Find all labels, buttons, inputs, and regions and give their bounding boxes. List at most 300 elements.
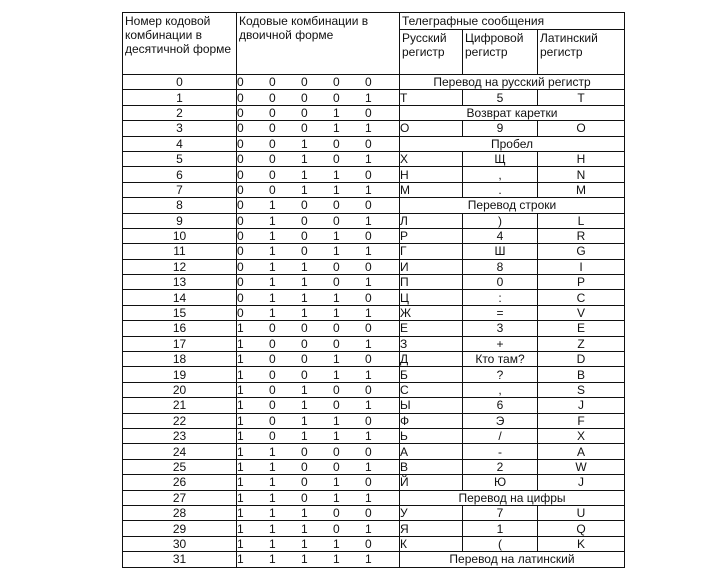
russian-cell: Р — [400, 228, 463, 243]
table-row — [123, 428, 625, 443]
bit-value: 0 — [269, 336, 276, 351]
table-row — [123, 198, 625, 213]
latin-cell: K — [538, 536, 625, 551]
bit-value: 1 — [365, 552, 372, 567]
bit-value: 0 — [365, 321, 372, 336]
decimal-cell: 11 — [123, 244, 237, 259]
bit-value: 1 — [301, 413, 308, 428]
bit-value: 0 — [237, 167, 244, 182]
russian-cell: Ь — [400, 428, 463, 443]
latin-cell: B — [538, 367, 625, 382]
decimal-cell: 28 — [123, 505, 237, 520]
digital-cell: 2 — [463, 459, 538, 474]
table-row — [123, 259, 625, 274]
bit-value: 0 — [365, 383, 372, 397]
bit-value: 0 — [269, 182, 276, 197]
bit-value: 1 — [301, 552, 308, 567]
bit-value: 1 — [301, 536, 308, 551]
latin-cell: G — [538, 244, 625, 259]
bit-value: 0 — [237, 259, 244, 274]
table-row — [123, 75, 625, 90]
binary-cell — [237, 167, 400, 182]
table-row — [123, 444, 625, 459]
bit-value: 0 — [333, 152, 340, 167]
bit-value: 0 — [301, 367, 308, 382]
russian-cell: У — [400, 505, 463, 520]
bit-value: 0 — [237, 244, 244, 259]
digital-cell: Ш — [463, 244, 538, 259]
bit-value: 0 — [365, 444, 372, 459]
bit-value: 0 — [237, 213, 244, 228]
latin-cell: X — [538, 428, 625, 443]
bit-value: 1 — [365, 182, 372, 197]
bit-value: 1 — [301, 506, 308, 521]
binary-cell — [237, 505, 400, 520]
bit-value: 1 — [269, 306, 276, 321]
code-table — [122, 12, 625, 568]
russian-cell: Я — [400, 521, 463, 536]
table-row — [123, 121, 625, 136]
latin-cell: O — [538, 121, 625, 136]
bit-value: 1 — [365, 336, 372, 351]
digital-cell: / — [463, 428, 538, 443]
bit-value: 0 — [237, 229, 244, 244]
bit-value: 0 — [301, 321, 308, 336]
bit-value: 0 — [237, 152, 244, 167]
russian-cell: Е — [400, 321, 463, 336]
table-row — [123, 228, 625, 243]
bit-value: 1 — [237, 383, 244, 397]
binary-cell — [237, 352, 400, 367]
digital-cell: 6 — [463, 398, 538, 413]
control-function-cell: Перевод строки — [400, 198, 625, 213]
table-row — [123, 290, 625, 305]
bit-value: 0 — [301, 444, 308, 459]
bit-value: 1 — [301, 167, 308, 182]
binary-cell — [237, 413, 400, 428]
bit-value: 1 — [237, 459, 244, 474]
binary-cell — [237, 444, 400, 459]
bit-value: 1 — [237, 398, 244, 413]
digital-cell: , — [463, 167, 538, 182]
bit-value: 1 — [237, 444, 244, 459]
bit-value: 0 — [333, 321, 340, 336]
table-row — [123, 382, 625, 397]
decimal-cell: 7 — [123, 182, 237, 197]
bit-value: 1 — [237, 352, 244, 367]
bit-value: 0 — [333, 444, 340, 459]
russian-cell: К — [400, 536, 463, 551]
bit-value: 1 — [269, 552, 276, 567]
latin-cell: F — [538, 413, 625, 428]
binary-cell — [237, 367, 400, 382]
bit-value: 1 — [301, 429, 308, 444]
bit-value: 0 — [301, 459, 308, 474]
latin-cell: C — [538, 290, 625, 305]
header-decimal: Номер кодовой комбинации в десятичной форме — [123, 13, 237, 75]
decimal-cell: 22 — [123, 413, 237, 428]
header-digital: Цифровой регистр — [463, 30, 538, 75]
digital-cell: 4 — [463, 228, 538, 243]
bit-value: 1 — [301, 275, 308, 290]
table-body — [123, 75, 625, 568]
bit-value: 1 — [365, 521, 372, 536]
bit-value: 0 — [269, 136, 276, 151]
binary-cell — [237, 121, 400, 136]
bit-value: 1 — [269, 475, 276, 490]
bit-value: 1 — [333, 413, 340, 428]
decimal-cell: 20 — [123, 382, 237, 397]
decimal-cell: 5 — [123, 151, 237, 166]
bit-value: 1 — [365, 367, 372, 382]
digital-cell: Э — [463, 413, 538, 428]
digital-cell: Ю — [463, 475, 538, 490]
latin-cell: M — [538, 182, 625, 197]
decimal-cell: 12 — [123, 259, 237, 274]
bit-value: 0 — [237, 275, 244, 290]
binary-cell — [237, 428, 400, 443]
binary-cell — [237, 182, 400, 197]
latin-cell: A — [538, 444, 625, 459]
decimal-cell: 13 — [123, 275, 237, 290]
bit-value: 0 — [365, 506, 372, 521]
bit-value: 1 — [269, 536, 276, 551]
table-row — [123, 505, 625, 520]
decimal-cell: 9 — [123, 213, 237, 228]
decimal-cell: 3 — [123, 121, 237, 136]
latin-cell: Q — [538, 521, 625, 536]
digital-cell: + — [463, 336, 538, 351]
latin-cell: S — [538, 382, 625, 397]
table-row — [123, 151, 625, 166]
bit-value: 0 — [269, 429, 276, 444]
bit-value: 0 — [269, 321, 276, 336]
russian-cell: Л — [400, 213, 463, 228]
decimal-cell: 4 — [123, 136, 237, 151]
bit-value: 1 — [269, 229, 276, 244]
table-row — [123, 167, 625, 182]
bit-value: 0 — [269, 167, 276, 182]
binary-cell — [237, 151, 400, 166]
bit-value: 1 — [237, 429, 244, 444]
bit-value: 1 — [365, 90, 372, 105]
decimal-cell: 16 — [123, 321, 237, 336]
bit-value: 1 — [333, 352, 340, 367]
decimal-cell: 24 — [123, 444, 237, 459]
table-row — [123, 136, 625, 151]
bit-value: 1 — [365, 275, 372, 290]
decimal-cell: 29 — [123, 521, 237, 536]
binary-cell — [237, 552, 400, 567]
russian-cell: Ы — [400, 398, 463, 413]
bit-value: 0 — [365, 229, 372, 244]
russian-cell: П — [400, 275, 463, 290]
russian-cell: А — [400, 444, 463, 459]
digital-cell: ( — [463, 536, 538, 551]
russian-cell: Г — [400, 244, 463, 259]
table-row — [123, 105, 625, 120]
bit-value: 0 — [333, 136, 340, 151]
table-row — [123, 521, 625, 536]
binary-cell — [237, 321, 400, 336]
russian-cell: Н — [400, 167, 463, 182]
bit-value: 0 — [365, 475, 372, 490]
bit-value: 0 — [365, 259, 372, 274]
bit-value: 0 — [301, 244, 308, 259]
bit-value: 0 — [269, 121, 276, 136]
header-telegraph: Телеграфные сообщения — [400, 13, 625, 30]
binary-cell — [237, 382, 400, 397]
bit-value: 1 — [301, 306, 308, 321]
binary-cell — [237, 398, 400, 413]
decimal-cell: 14 — [123, 290, 237, 305]
binary-cell — [237, 336, 400, 351]
bit-value: 0 — [237, 75, 244, 90]
bit-value: 0 — [301, 105, 308, 120]
bit-value: 1 — [237, 321, 244, 336]
decimal-cell: 31 — [123, 552, 237, 567]
bit-value: 1 — [365, 429, 372, 444]
digital-cell: 8 — [463, 259, 538, 274]
bit-value: 0 — [333, 90, 340, 105]
digital-cell: ? — [463, 367, 538, 382]
table-row — [123, 475, 625, 490]
bit-value: 1 — [269, 275, 276, 290]
latin-cell: Z — [538, 336, 625, 351]
bit-value: 0 — [237, 290, 244, 305]
digital-cell: 1 — [463, 521, 538, 536]
bit-value: 0 — [301, 352, 308, 367]
digital-cell: , — [463, 382, 538, 397]
bit-value: 0 — [333, 336, 340, 351]
control-function-cell: Перевод на цифры — [400, 490, 625, 505]
bit-value: 0 — [269, 75, 276, 90]
table-row — [123, 490, 625, 505]
bit-value: 1 — [333, 182, 340, 197]
bit-value: 1 — [301, 152, 308, 167]
bit-value: 0 — [237, 198, 244, 213]
digital-cell: 7 — [463, 505, 538, 520]
decimal-cell: 0 — [123, 75, 237, 90]
bit-value: 0 — [333, 259, 340, 274]
bit-value: 1 — [237, 521, 244, 536]
bit-value: 1 — [333, 429, 340, 444]
bit-value: 0 — [269, 352, 276, 367]
bit-value: 0 — [365, 352, 372, 367]
bit-value: 1 — [333, 552, 340, 567]
bit-value: 1 — [365, 244, 372, 259]
bit-value: 1 — [269, 290, 276, 305]
bit-value: 0 — [333, 213, 340, 228]
table-row — [123, 275, 625, 290]
bit-value: 0 — [301, 229, 308, 244]
bit-value: 1 — [365, 152, 372, 167]
bit-value: 0 — [365, 167, 372, 182]
bit-value: 1 — [269, 490, 276, 505]
bit-value: 0 — [333, 383, 340, 397]
table-row — [123, 90, 625, 105]
table-row — [123, 321, 625, 336]
table-row — [123, 336, 625, 351]
bit-value: 1 — [365, 121, 372, 136]
bit-value: 1 — [269, 213, 276, 228]
decimal-cell: 2 — [123, 105, 237, 120]
binary-cell — [237, 259, 400, 274]
binary-cell — [237, 213, 400, 228]
digital-cell: ) — [463, 213, 538, 228]
bit-value: 0 — [269, 152, 276, 167]
decimal-cell: 1 — [123, 90, 237, 105]
bit-value: 0 — [301, 198, 308, 213]
bit-value: 1 — [269, 198, 276, 213]
bit-value: 1 — [301, 383, 308, 397]
bit-value: 1 — [333, 244, 340, 259]
decimal-cell: 18 — [123, 352, 237, 367]
digital-cell: 3 — [463, 321, 538, 336]
decimal-cell: 10 — [123, 228, 237, 243]
bit-value: 0 — [269, 413, 276, 428]
bit-value: 0 — [269, 105, 276, 120]
russian-cell: Д — [400, 352, 463, 367]
bit-value: 0 — [365, 198, 372, 213]
bit-value: 0 — [301, 90, 308, 105]
bit-value: 1 — [237, 475, 244, 490]
russian-cell: Т — [400, 90, 463, 105]
table-row — [123, 352, 625, 367]
russian-cell: О — [400, 121, 463, 136]
bit-value: 1 — [365, 213, 372, 228]
bit-value: 0 — [237, 306, 244, 321]
bit-value: 1 — [333, 490, 340, 505]
russian-cell: Ф — [400, 413, 463, 428]
bit-value: 1 — [301, 521, 308, 536]
binary-cell — [237, 459, 400, 474]
latin-cell: T — [538, 90, 625, 105]
binary-cell — [237, 90, 400, 105]
binary-cell — [237, 105, 400, 120]
bit-value: 0 — [301, 121, 308, 136]
binary-cell — [237, 275, 400, 290]
binary-cell — [237, 475, 400, 490]
bit-value: 1 — [237, 336, 244, 351]
latin-cell: I — [538, 259, 625, 274]
bit-value: 0 — [365, 290, 372, 305]
bit-value: 1 — [301, 182, 308, 197]
decimal-cell: 23 — [123, 428, 237, 443]
bit-value: 0 — [365, 536, 372, 551]
bit-value: 1 — [333, 290, 340, 305]
bit-value: 0 — [333, 275, 340, 290]
control-function-cell: Перевод на латинский — [400, 552, 625, 567]
table-row — [123, 244, 625, 259]
table-row — [123, 536, 625, 551]
bit-value: 0 — [333, 459, 340, 474]
binary-cell — [237, 290, 400, 305]
bit-value: 1 — [269, 521, 276, 536]
binary-cell — [237, 244, 400, 259]
bit-value: 1 — [269, 459, 276, 474]
bit-value: 0 — [269, 383, 276, 397]
bit-value: 0 — [365, 75, 372, 90]
latin-cell: R — [538, 228, 625, 243]
control-function-cell: Перевод на русский регистр — [400, 75, 625, 90]
bit-value: 1 — [365, 306, 372, 321]
decimal-cell: 19 — [123, 367, 237, 382]
bit-value: 0 — [237, 90, 244, 105]
bit-value: 0 — [365, 413, 372, 428]
digital-cell: = — [463, 305, 538, 320]
binary-cell — [237, 75, 400, 90]
bit-value: 1 — [301, 136, 308, 151]
bit-value: 0 — [333, 75, 340, 90]
latin-cell: N — [538, 167, 625, 182]
bit-value: 0 — [333, 198, 340, 213]
bit-value: 0 — [301, 475, 308, 490]
table-row — [123, 305, 625, 320]
latin-cell: W — [538, 459, 625, 474]
bit-value: 0 — [269, 367, 276, 382]
bit-value: 1 — [269, 244, 276, 259]
header-russian: Русский регистр — [400, 30, 463, 75]
bit-value: 1 — [333, 536, 340, 551]
bit-value: 1 — [269, 444, 276, 459]
bit-value: 1 — [237, 506, 244, 521]
bit-value: 1 — [333, 306, 340, 321]
bit-value: 1 — [333, 367, 340, 382]
bit-value: 0 — [237, 105, 244, 120]
bit-value: 1 — [237, 536, 244, 551]
bit-value: 1 — [301, 259, 308, 274]
digital-cell: 9 — [463, 121, 538, 136]
latin-cell: J — [538, 398, 625, 413]
russian-cell: Б — [400, 367, 463, 382]
latin-cell: V — [538, 305, 625, 320]
bit-value: 0 — [237, 182, 244, 197]
russian-cell: Ж — [400, 305, 463, 320]
latin-cell: U — [538, 505, 625, 520]
table-row — [123, 413, 625, 428]
digital-cell: - — [463, 444, 538, 459]
bit-value: 1 — [365, 459, 372, 474]
bit-value: 1 — [333, 167, 340, 182]
binary-cell — [237, 228, 400, 243]
russian-cell: Ц — [400, 290, 463, 305]
digital-cell: Кто там? — [463, 352, 538, 367]
bit-value: 0 — [365, 105, 372, 120]
latin-cell: D — [538, 352, 625, 367]
bit-value: 0 — [237, 136, 244, 151]
russian-cell: З — [400, 336, 463, 351]
decimal-cell: 8 — [123, 198, 237, 213]
bit-value: 0 — [333, 521, 340, 536]
table-row — [123, 367, 625, 382]
binary-cell — [237, 490, 400, 505]
binary-cell — [237, 136, 400, 151]
bit-value: 0 — [237, 121, 244, 136]
table-row — [123, 182, 625, 197]
russian-cell: С — [400, 382, 463, 397]
digital-cell: 5 — [463, 90, 538, 105]
russian-cell: Й — [400, 475, 463, 490]
bit-value: 0 — [333, 506, 340, 521]
table-row — [123, 398, 625, 413]
decimal-cell: 6 — [123, 167, 237, 182]
bit-value: 0 — [301, 490, 308, 505]
bit-value: 1 — [365, 490, 372, 505]
binary-cell — [237, 536, 400, 551]
bit-value: 1 — [365, 398, 372, 413]
digital-cell: . — [463, 182, 538, 197]
